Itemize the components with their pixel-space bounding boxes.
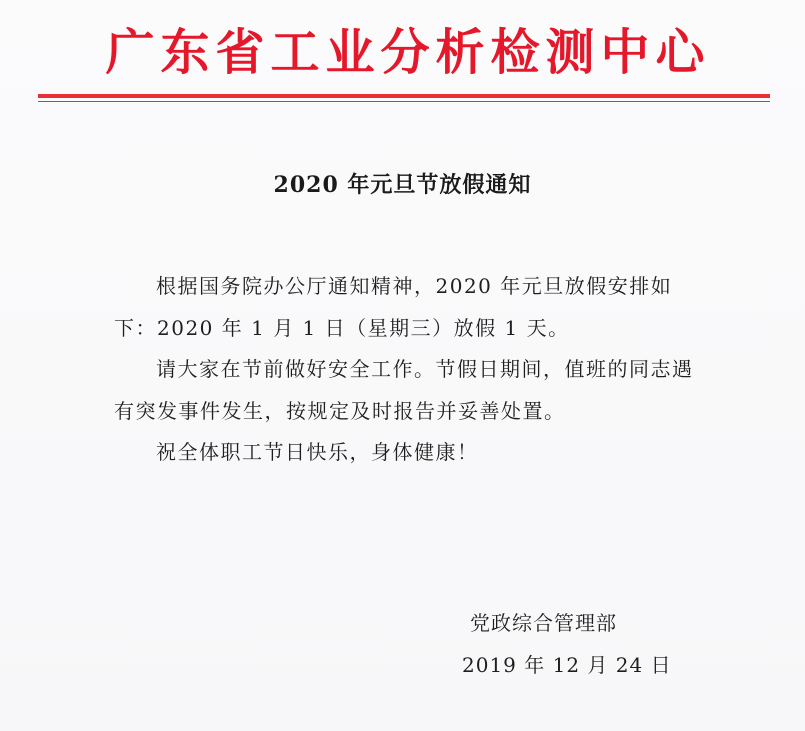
- signature-department: 党政综合管理部: [470, 611, 617, 635]
- notice-title: 2020 年元旦节放假通知: [273, 172, 532, 198]
- notice-paragraph-holiday-arrangement: 根据国务院办公厅通知精神，2020 年元旦放假安排如下：2020 年 1 月 1 日（星期三）放假 1 天。: [114, 274, 673, 340]
- organization-letterhead: 广东省工业分析检测中心: [105, 24, 711, 81]
- letterhead-rule-thick: [38, 94, 770, 98]
- signature-date: 2019 年 12 月 24 日: [462, 653, 672, 677]
- notice-paragraph-greeting: 祝全体职工节日快乐，身体健康！: [156, 440, 479, 464]
- notice-paragraph-safety: 请大家在节前做好安全工作。节假日期间，值班的同志遇有突发事件发生，按规定及时报告并妥善处置。: [114, 357, 694, 423]
- letterhead-rule-thin: [38, 101, 770, 102]
- signature-block: [462, 602, 762, 686]
- notice-body: [114, 266, 704, 474]
